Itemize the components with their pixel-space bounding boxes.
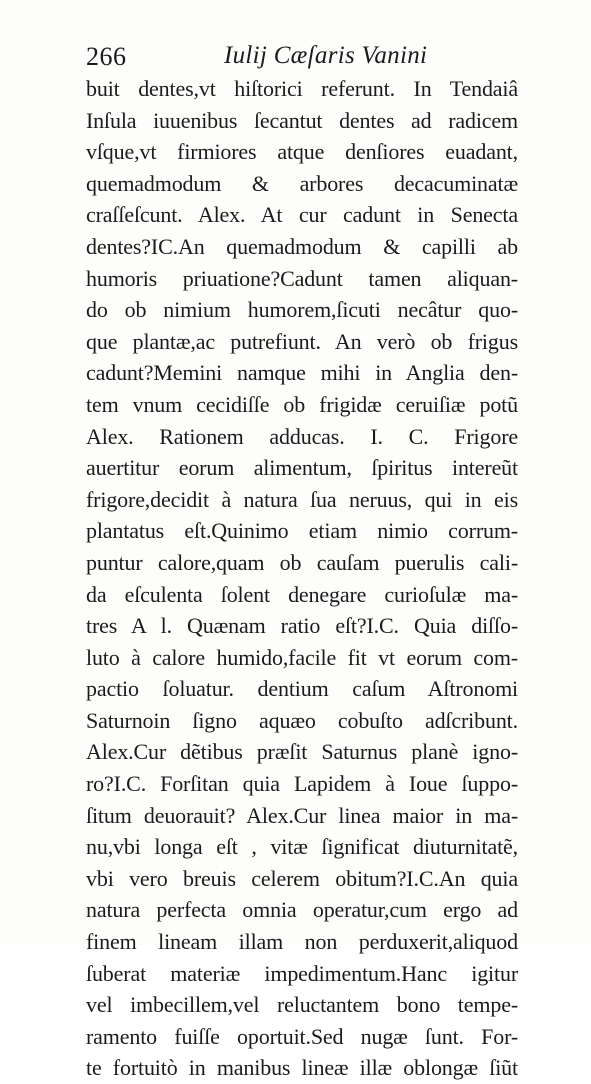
text-line: luto à calore humido,facile fit vt eorum com- [86, 644, 518, 670]
body-text [86, 73, 518, 1084]
text-line: finem lineam illam non perduxerit,aliquod [86, 929, 518, 955]
text-line: frigore,decidit à natura ſua neruus, qui in eis [86, 486, 518, 512]
text-line: Saturnoin ſigno aquæo cobuſto adſcribunt. [86, 707, 518, 733]
text-line: te fortuitò in manibus lineæ illæ oblongæ ſiũt [86, 1055, 518, 1081]
text-line: tres A l. Quænam ratio eſt?I.C. Quia diſſo- [86, 613, 518, 639]
text-line: vbi vero breuis celerem obitum?I.C.An quia [86, 865, 518, 891]
page-header [86, 38, 516, 74]
text-line: que plantæ,ac putrefiunt. An verò ob frigus [86, 328, 518, 354]
text-line: puntur calore,quam ob cauſam puerulis cali- [86, 549, 518, 575]
text-line: ſitum deuorauit? Alex.Cur linea maior in ma- [86, 802, 518, 828]
text-line: tem vnum cecidiſſe ob frigidæ ceruiſiæ potũ [86, 391, 518, 417]
text-line: buit dentes,vt hiſtorici referunt. In Tendaiâ [86, 76, 518, 101]
text-line: nu,vbi longa eſt , vitæ ſignificat diuturnitatẽ, [86, 834, 518, 860]
page-number: 266 [86, 42, 127, 71]
running-head: Iulij Cæſaris Vanini [224, 42, 428, 69]
text-line: Alex. Rationem adducas. I. C. Frigore [86, 423, 518, 449]
text-line: ramento fuiſſe oportuit.Sed nugæ ſunt. For- [86, 1023, 518, 1049]
text-line: vel imbecillem,vel reluctantem bono tempe- [86, 992, 518, 1018]
text-line: natura perfecta omnia operatur,cum ergo ad [86, 897, 518, 923]
text-line: dentes?IC.An quemadmodum & capilli ab [86, 233, 518, 259]
text-line: quemadmodum & arbores decacuminatæ [86, 170, 518, 196]
text-line: ſuberat materiæ impedimentum.Hanc igitur [86, 960, 518, 986]
text-line: pactio ſoluatur. dentium caſum Aſtronomi [86, 676, 518, 702]
text-line: Alex.Cur dẽtibus præſit Saturnus planè igno- [86, 739, 518, 765]
text-line: da eſculenta ſolent denegare curioſulæ ma- [86, 581, 518, 607]
text-line: vſque,vt firmiores atque denſiores euadant, [86, 139, 518, 165]
text-line: humoris priuatione?Cadunt tamen aliquan- [86, 265, 518, 291]
text-line: Inſula iuuenibus ſecantut dentes ad radicem [86, 107, 518, 133]
text-line: do ob nimium humorem,ſicuti necâtur quo- [86, 297, 518, 323]
text-line: craſſeſcunt. Alex. At cur cadunt in Senecta [86, 202, 518, 228]
text-line: ro?I.C. Forſitan quia Lapidem à Ioue ſuppo- [86, 771, 518, 797]
text-line: auertitur eorum alimentum, ſpiritus intereũt [86, 455, 518, 481]
text-line: plantatus eſt.Quinimo etiam nimio corrum- [86, 518, 518, 544]
text-line: cadunt?Memini namque mihi in Anglia den- [86, 360, 518, 386]
